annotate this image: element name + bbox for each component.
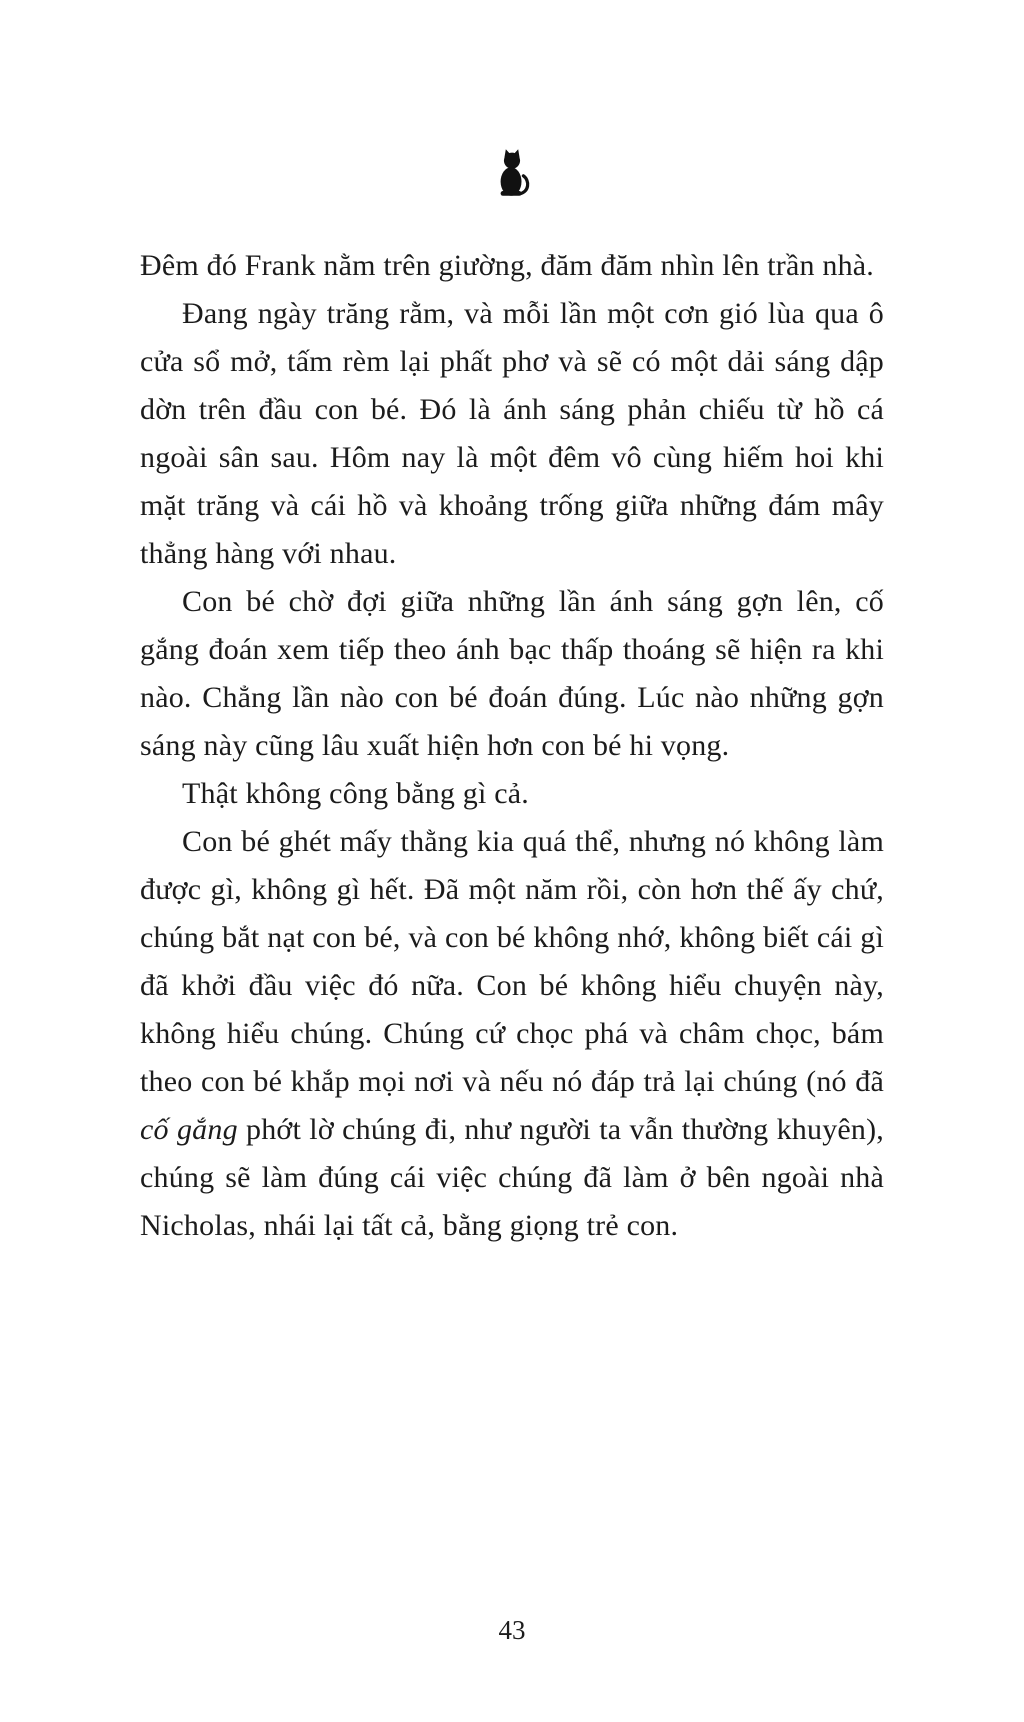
page-number: 43	[498, 1615, 526, 1645]
paragraph: Đang ngày trăng rằm, và mỗi lần một cơn gió lùa qua ô cửa sổ mở, tấm rèm lại phất phơ và sẽ có một dải sáng dập dờn trên đầu con bé. Đó là ánh sáng phản chiếu từ hồ cá ngoài sân sau. Hôm nay là một đêm vô cùng hiếm hoi khi mặt trăng và cái hồ và khoảng trống giữa những đám mây thẳng hàng với nhau.	[140, 297, 884, 570]
paragraph: Thật không công bằng gì cả.	[182, 777, 529, 810]
cat-silhouette-icon	[493, 148, 531, 198]
paragraph-run-italic: cố gắng	[140, 1113, 238, 1146]
chapter-ornament	[140, 146, 884, 198]
paragraph-run: phớt lờ chúng đi, như người ta vẫn thường khuyên), chúng sẽ làm đúng cái việc chúng đã làm ở bên ngoài nhà Nicholas, nhái lại tất cả, bằng giọng trẻ con.	[140, 1113, 885, 1242]
paragraph: Con bé chờ đợi giữa những lần ánh sáng gợn lên, cố gắng đoán xem tiếp theo ánh bạc thấp thoáng sẽ hiện ra khi nào. Chẳng lần nào con bé đoán đúng. Lúc nào những gợn sáng này cũng lâu xuất hiện hơn con bé hi vọng.	[140, 585, 884, 762]
paragraph-run: Con bé ghét mấy thằng kia quá thể, nhưng nó không làm được gì, không gì hết. Đã một năm rồi, còn hơn thế ấy chứ, chúng bắt nạt con bé, và con bé không nhớ, không biết cái gì đã khởi đầu việc đó nữa. Con bé không hiểu chuyện này, không hiểu chúng. Chúng cứ chọc phá và châm chọc, bám theo con bé khắp mọi nơi và nếu nó đáp trả lại chúng (nó đã	[140, 825, 884, 1098]
book-page	[0, 146, 1024, 1722]
paragraph: Đêm đó Frank nằm trên giường, đăm đăm nhìn lên trần nhà.	[140, 249, 874, 282]
paragraph	[140, 818, 884, 1250]
body-text	[140, 242, 884, 1250]
